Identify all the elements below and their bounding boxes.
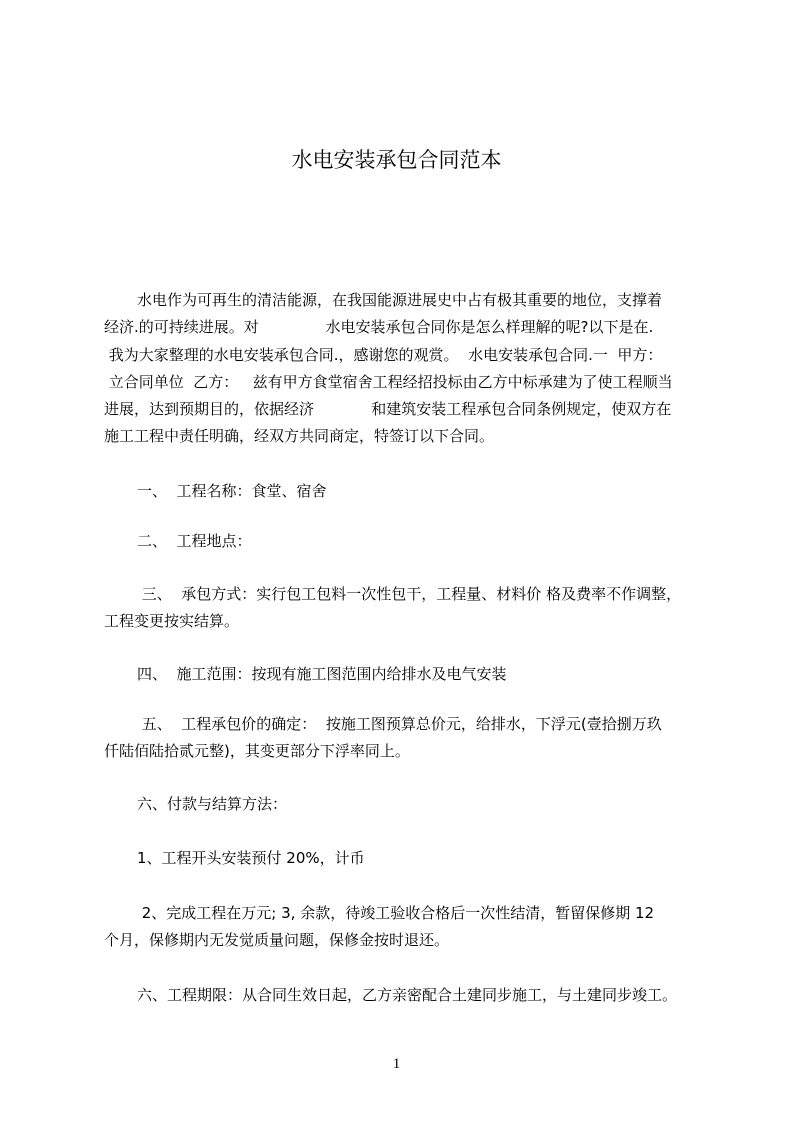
section-line: 个月，保修期内无发觉质量问题，保修金按时退还。 <box>104 931 450 949</box>
intro-line: 施工工程中责任明确，经双方共同商定，特签订以下合同。 <box>104 427 495 445</box>
intro-line: 我为大家整理的水电安装承包合同.，感谢您的观赏。 水电安装承包合同.一 甲方： <box>104 346 663 364</box>
intro-line: 立合同单位 乙方： 兹有甲方食堂宿舍工程经招投标由乙方中标承建为了使工程顺当 <box>104 373 673 391</box>
section-line: 六、付款与结算方法： <box>137 795 288 813</box>
section-line: 二、 工程地点： <box>137 532 252 550</box>
section-line: 工程变更按实结算。 <box>104 612 240 630</box>
intro-line: 经济.的可持续进展。对 水电安装承包合同你是怎么样理解的呢?以下是在. <box>104 318 654 336</box>
document-title: 水电安装承包合同范本 <box>291 148 502 172</box>
page-number: 1 <box>392 1056 401 1072</box>
section-line: 一、 工程名称：食堂、宿舍 <box>137 482 327 500</box>
section-line: 五、 工程承包价的确定： 按施工图预算总价元，给排水，下浮元(壹拾捌万玖 <box>137 715 662 733</box>
section-line: 三、 承包方式：实行包工包料一次性包干，工程量、材料价 格及费率不作调整， <box>137 585 682 603</box>
section-line: 仟陆佰陆拾贰元整)，其变更部分下浮率同上。 <box>104 742 410 760</box>
section-line: 六、工程期限：从合同生效日起，乙方亲密配合土建同步施工，与土建同步竣工。 <box>137 986 678 1004</box>
intro-line: 水电作为可再生的清洁能源，在我国能源进展史中占有极其重要的地位，支撑着 <box>137 291 663 309</box>
section-line: 1、工程开头安装预付 20%，计币 <box>137 849 365 867</box>
section-line: 四、 施工范围：按现有施工图范围内给排水及电气安装 <box>137 665 507 683</box>
intro-line: 进展，达到预期目的，依据经济 和建筑安装工程承包合同条例规定，使双方在 <box>104 400 672 418</box>
section-line: 2、完成工程在万元; 3, 余款，待竣工验收合格后一次性结清，暂留保修期 12 <box>137 904 655 922</box>
